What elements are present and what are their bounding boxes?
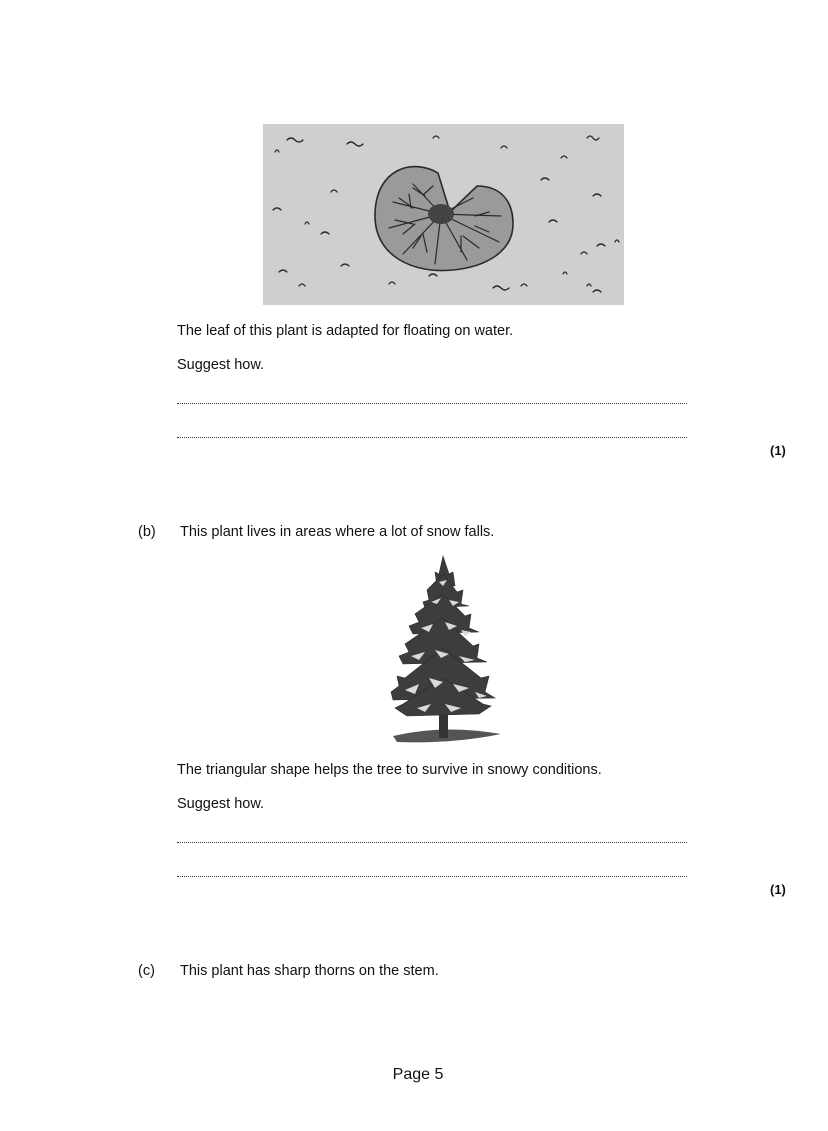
question-a-prompt: Suggest how. (177, 357, 265, 373)
answer-line-b2[interactable] (177, 874, 687, 877)
marks-b: (1) (770, 882, 786, 897)
question-b-stem: This plant lives in areas where a lot of snow falls. (180, 524, 495, 540)
question-c-label: (c) (138, 963, 155, 979)
answer-line-b1[interactable] (177, 840, 687, 843)
question-b-label: (b) (138, 524, 156, 540)
answer-line-a1[interactable] (177, 401, 687, 404)
marks-a: (1) (770, 443, 786, 458)
conifer-figure (383, 552, 505, 746)
question-b-prompt: Suggest how. (177, 796, 265, 812)
question-b-statement: The triangular shape helps the tree to survive in snowy conditions. (177, 762, 602, 778)
question-a-statement: The leaf of this plant is adapted for floating on water. (177, 323, 514, 339)
conifer-tree-image (383, 552, 505, 746)
water-lily-figure (263, 124, 624, 305)
question-c-stem: This plant has sharp thorns on the stem. (180, 963, 439, 979)
answer-line-a2[interactable] (177, 435, 687, 438)
water-lily-image (263, 124, 624, 305)
page-number: Page 5 (392, 1066, 444, 1083)
